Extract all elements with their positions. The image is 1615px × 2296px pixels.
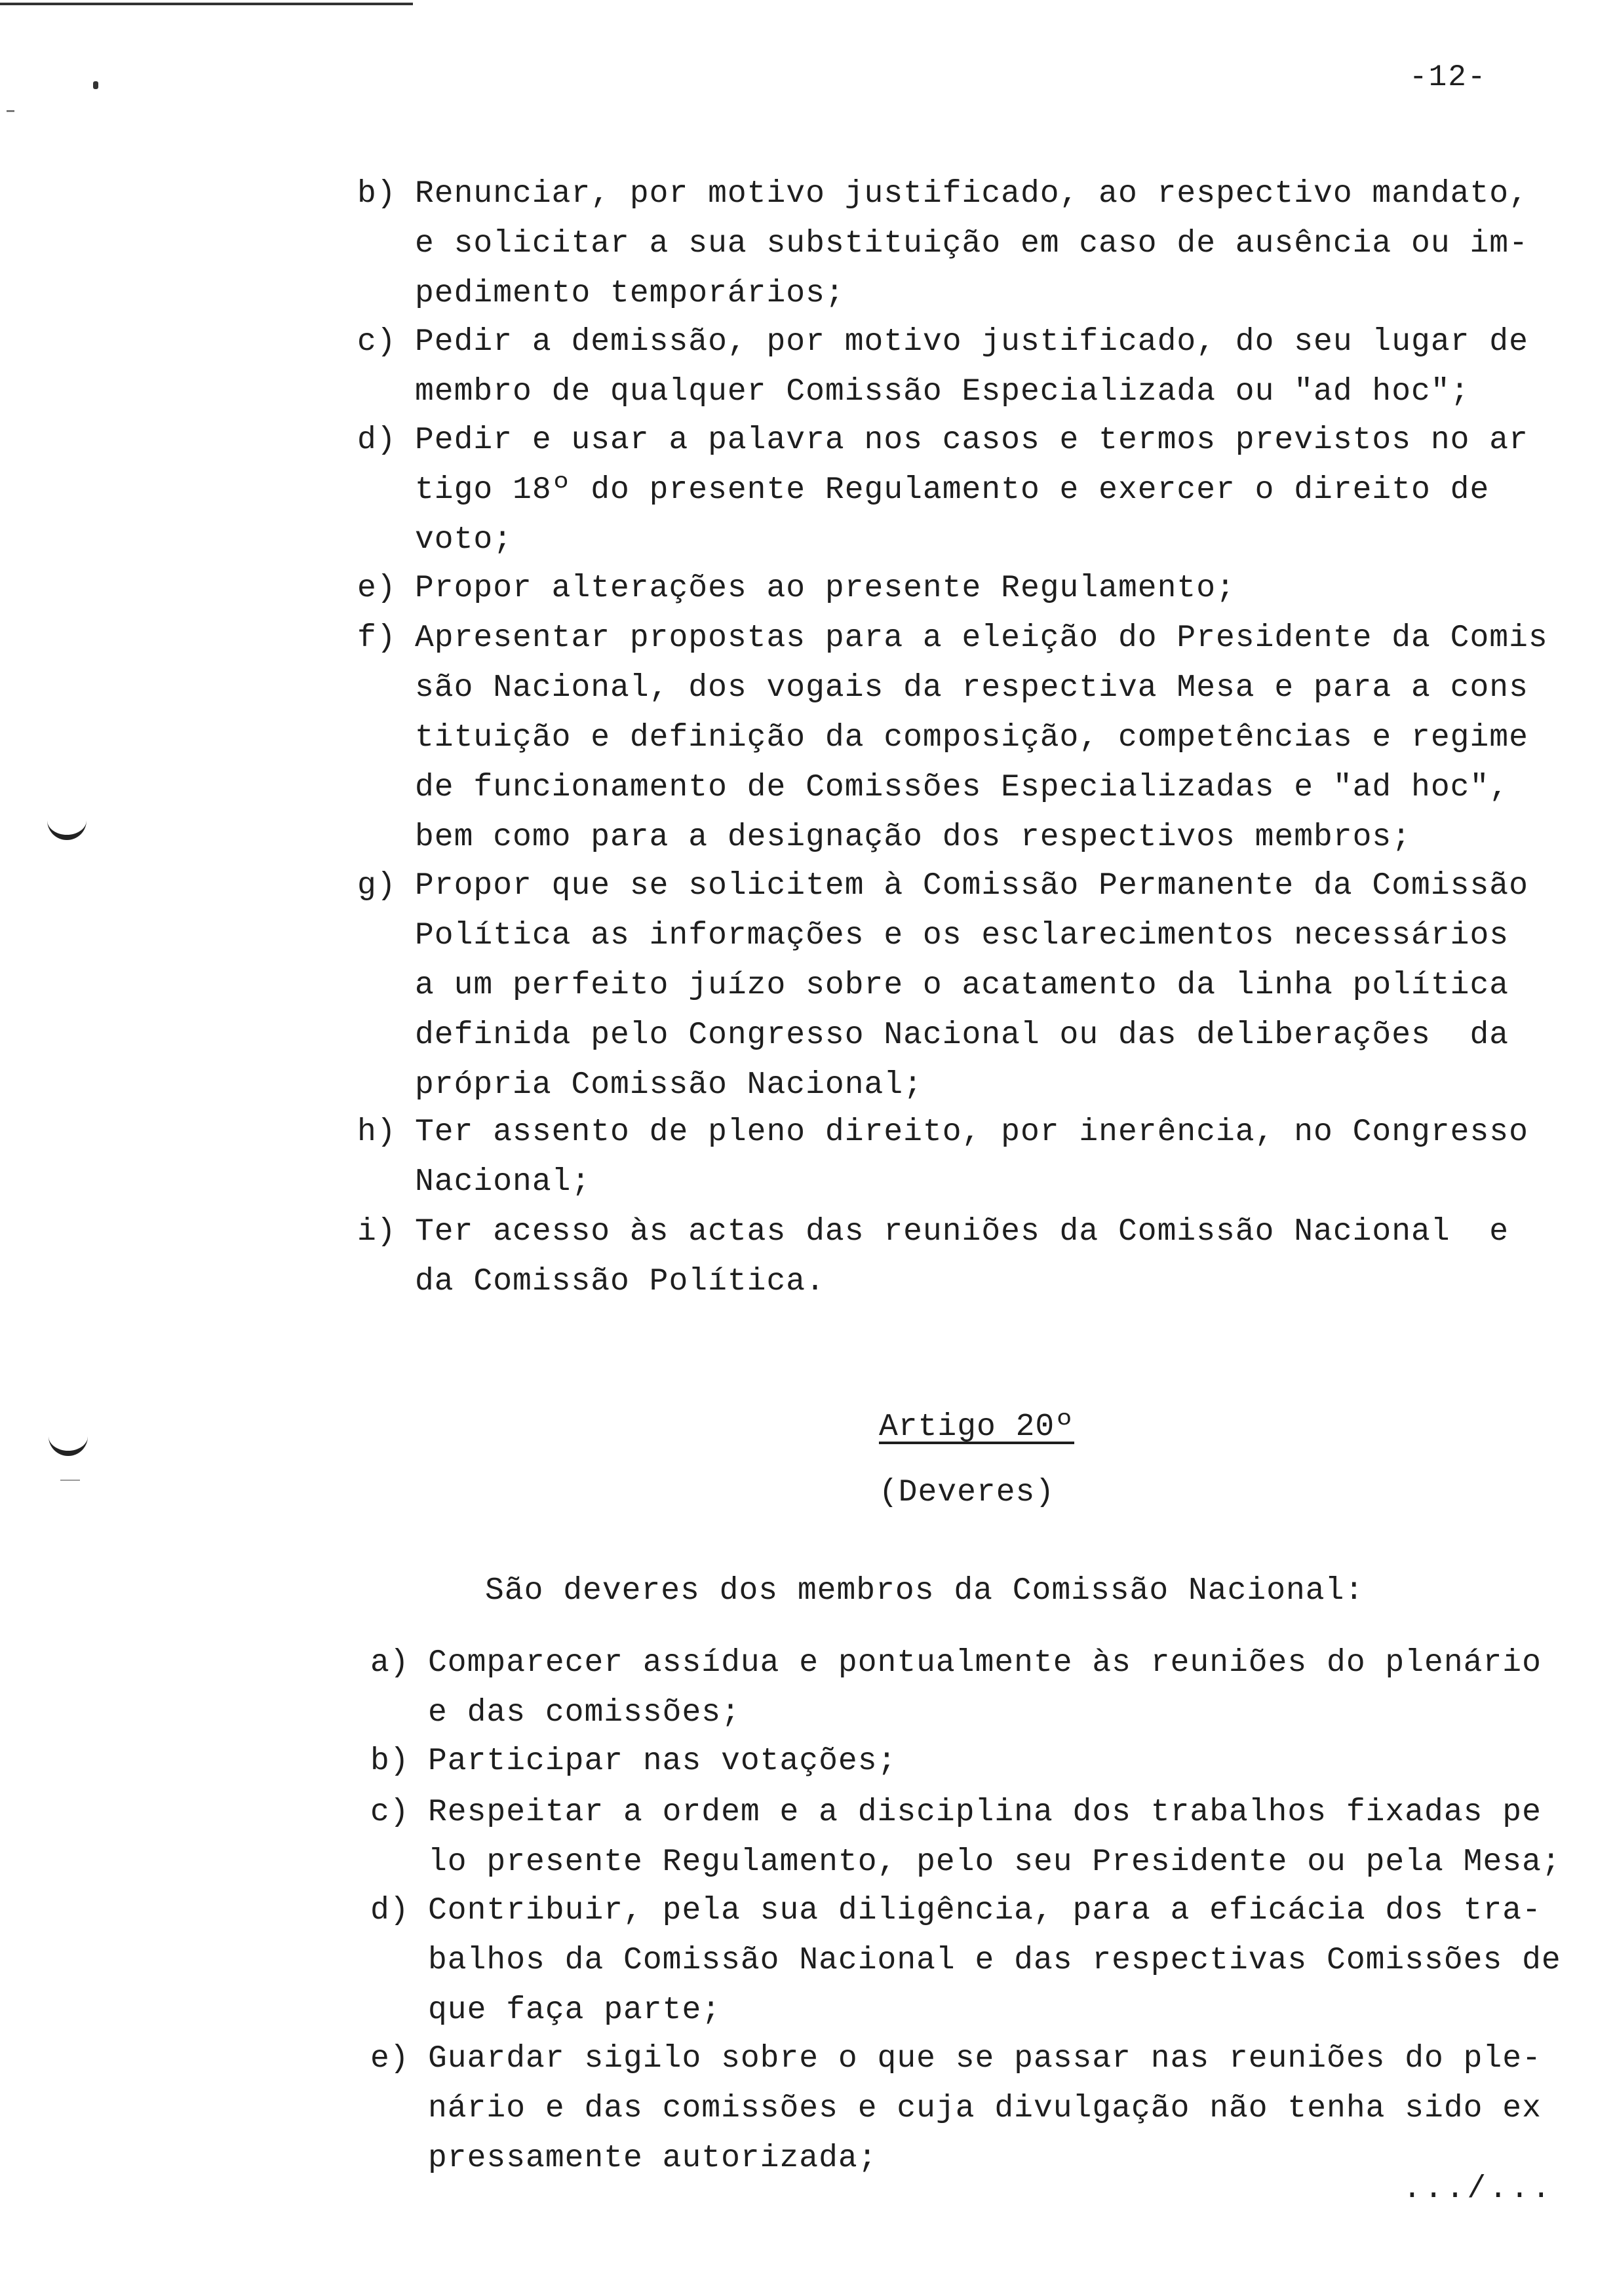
article-title-text: Artigo 20º [878,1409,1075,1445]
article-subtitle: (Deveres) [878,1475,1055,1510]
item-label: c) [357,324,397,360]
scan-speck [93,81,98,89]
item-label: h) [357,1115,397,1150]
binding-hole-mark [49,1434,88,1456]
item-text: Pedir a demissão, por motivo justificado, do seu lugar de membro de qualquer Comissão Especializada ou "ad hoc"; [415,324,1528,410]
item-text: Ter assento de pleno direito, por inerência, no Congresso Nacional; [415,1115,1528,1200]
scan-top-border [0,3,413,5]
item-text: Propor que se solicitem à Comissão Permanente da Comissão Política as informações e os esclarecimentos necessários a um perfeito juízo sobre o acatamento da linha política definida pelo Congresso Nacional ou das deliberações da própria Comissão Nacional; [415,868,1528,1103]
item-text: Participar nas votações; [428,1744,897,1779]
item-text: Ter acesso às actas das reuniões da Comissão Nacional e da Comissão Política. [415,1214,1509,1299]
item-label: b) [357,176,397,212]
item-label: g) [357,868,397,904]
item-label: e) [370,2041,410,2076]
item-text: Contribuir, pela sua diligência, para a eficácia dos tra- balhos da Comissão Nacional e das respectivas Comissões de que faça parte; [428,1893,1561,2028]
item-text: Respeitar a ordem e a disciplina dos trabalhos fixadas pe lo presente Regulamento, pelo seu Presidente ou pela Mesa; [428,1795,1561,1880]
item-label: d) [357,423,397,458]
item-label: f) [357,621,397,656]
binding-hole-mark [47,818,87,840]
scan-speck [60,1480,80,1481]
item-label: c) [370,1795,410,1830]
item-text: Apresentar propostas para a eleição do Presidente da Comis são Nacional, dos vogais da respectiva Mesa e para a cons tituição e definição da composição, competências e regime de funcionamento de Comissões Especializadas e "ad hoc", bem como para a designação dos respectivos membros; [415,621,1548,855]
item-label: b) [370,1744,410,1779]
item-label: d) [370,1893,410,1928]
item-label: a) [370,1645,410,1681]
item-label: i) [357,1214,397,1250]
page-number: -12- [1409,60,1487,94]
scan-speck [7,110,14,112]
item-text: Propor alterações ao presente Regulamento; [415,571,1236,606]
intro-paragraph: São deveres dos membros da Comissão Nacional: [485,1573,1365,1609]
item-text: Guardar sigilo sobre o que se passar nas reuniões do ple- nário e das comissões e cuja divulgação não tenha sido ex pressamente autorizada; [428,2041,1542,2176]
item-text: Pedir e usar a palavra nos casos e termos previstos no ar tigo 18º do presente Regulamento e exercer o direito de voto; [415,423,1528,558]
continuation-mark: .../... [1403,2172,1553,2207]
item-text: Comparecer assídua e pontualmente às reuniões do plenário e das comissões; [428,1645,1542,1731]
item-text: Renunciar, por motivo justificado, ao respectivo mandato, e solicitar a sua substituição em caso de ausência ou im- pedimento temporários; [415,176,1528,311]
article-title [780,1402,1173,1452]
item-label: e) [357,571,397,606]
